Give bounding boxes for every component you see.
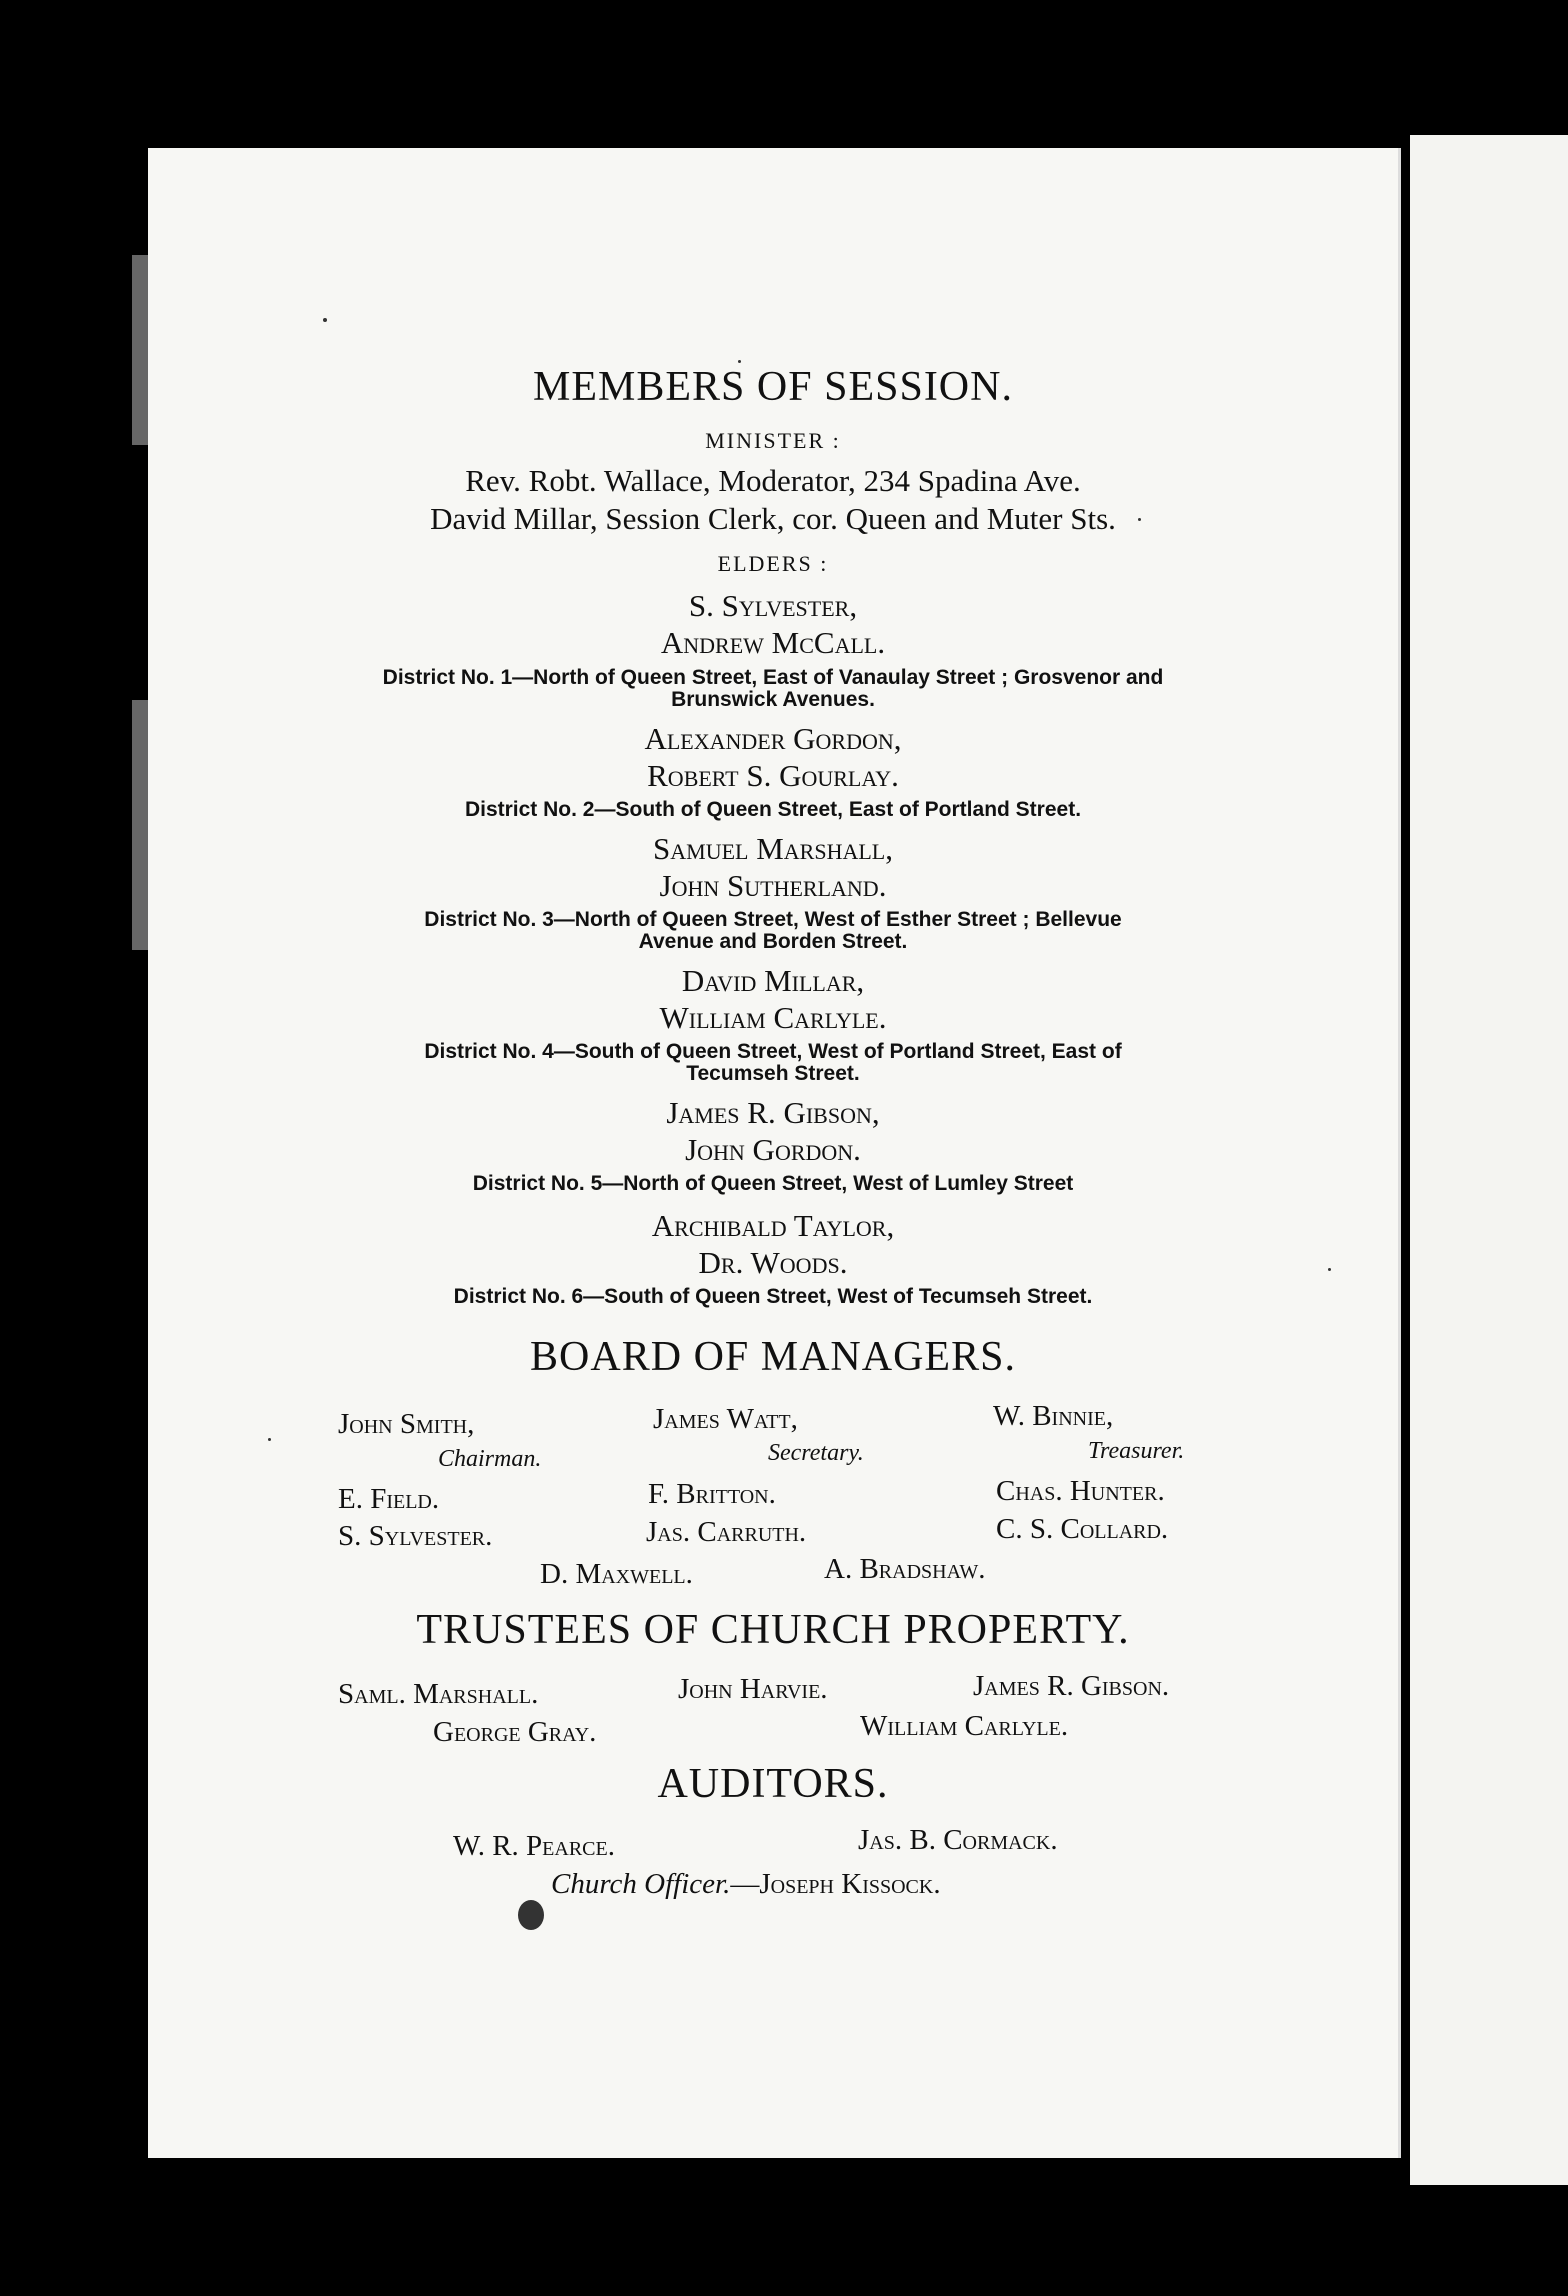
manager-name: C. S. Collard. [996, 1513, 1169, 1545]
trustee-name: James R. Gibson. [973, 1670, 1170, 1702]
manager-role: Secretary. [768, 1440, 864, 1466]
elder-name: John Sutherland. [659, 868, 887, 903]
manager-name: E. Field. [338, 1483, 440, 1515]
trustee-name: John Harvie. [678, 1673, 828, 1705]
district-description: District No. 1—North of Queen Street, East of Vanaulay Street ; Grosvenor and [382, 666, 1164, 689]
district-description: Tecumseh Street. [686, 1062, 860, 1085]
manager-role: Chairman. [438, 1446, 542, 1472]
manager-name: W. Binnie, [993, 1400, 1114, 1432]
auditor-name: W. R. Pearce. [453, 1830, 615, 1862]
elder-name: Andrew McCall. [660, 625, 886, 660]
session-heading: MEMBERS OF SESSION. [533, 364, 1013, 410]
manager-name: James Watt, [653, 1403, 798, 1435]
managers-heading: BOARD OF MANAGERS. [530, 1334, 1016, 1380]
facing-page-edge [1410, 135, 1568, 2185]
ink-blot [518, 1900, 544, 1930]
manager-role: Treasurer. [1088, 1438, 1185, 1464]
elder-name: David Millar, [681, 963, 865, 998]
auditors-heading: AUDITORS. [657, 1761, 889, 1807]
document-page [148, 148, 1401, 2158]
district-description: District No. 6—South of Queen Street, West of Tecumseh Street. [453, 1285, 1093, 1308]
manager-name: S. Sylvester. [338, 1520, 493, 1552]
auditor-name: Jas. B. Cormack. [858, 1824, 1058, 1856]
trustee-name: George Gray. [433, 1716, 597, 1748]
ink-speck [323, 318, 327, 322]
manager-name: John Smith, [338, 1408, 475, 1440]
manager-name: A. Bradshaw. [824, 1553, 986, 1585]
trustees-heading: TRUSTEES OF CHURCH PROPERTY. [416, 1607, 1130, 1653]
elder-name: Dr. Woods. [698, 1245, 848, 1280]
ink-speck [1328, 1268, 1331, 1271]
elder-name: William Carlyle. [659, 1000, 887, 1035]
manager-name: Chas. Hunter. [996, 1475, 1165, 1507]
manager-name: Jas. Carruth. [646, 1516, 807, 1548]
manager-name: F. Britton. [648, 1478, 776, 1510]
elder-name: Robert S. Gourlay. [647, 758, 899, 793]
elder-name: Archibald Taylor, [651, 1208, 895, 1243]
church-officer-name: —Joseph Kissock. [730, 1868, 941, 1900]
church-officer-line [551, 1868, 941, 1901]
manager-name: D. Maxwell. [540, 1558, 693, 1590]
district-description: District No. 3—North of Queen Street, West of Esther Street ; Bellevue [424, 908, 1122, 931]
elder-name: John Gordon. [685, 1132, 861, 1167]
district-description: District No. 4—South of Queen Street, West of Portland Street, East of [424, 1040, 1122, 1063]
elder-name: Samuel Marshall, [653, 831, 893, 866]
elders-label: ELDERS : [717, 551, 829, 576]
clerk-line: David Millar, Session Clerk, cor. Queen and Muter Sts. [430, 501, 1116, 536]
district-description: Avenue and Borden Street. [638, 930, 908, 953]
ink-speck [1138, 518, 1141, 521]
ink-speck [268, 1438, 271, 1441]
district-description: District No. 5—North of Queen Street, West of Lumley Street [472, 1172, 1074, 1195]
church-officer-label: Church Officer. [551, 1868, 731, 1900]
district-description: Brunswick Avenues. [671, 688, 875, 711]
minister-line: Rev. Robt. Wallace, Moderator, 234 Spadina Ave. [465, 463, 1081, 498]
elder-name: S. Sylvester, [688, 588, 858, 623]
trustee-name: William Carlyle. [860, 1710, 1069, 1742]
elder-name: Alexander Gordon, [644, 721, 902, 756]
district-description: District No. 2—South of Queen Street, East of Portland Street. [464, 798, 1082, 821]
trustee-name: Saml. Marshall. [338, 1678, 539, 1710]
elder-name: James R. Gibson, [666, 1095, 880, 1130]
minister-label: MINISTER : [705, 428, 841, 453]
ink-speck [738, 360, 741, 363]
